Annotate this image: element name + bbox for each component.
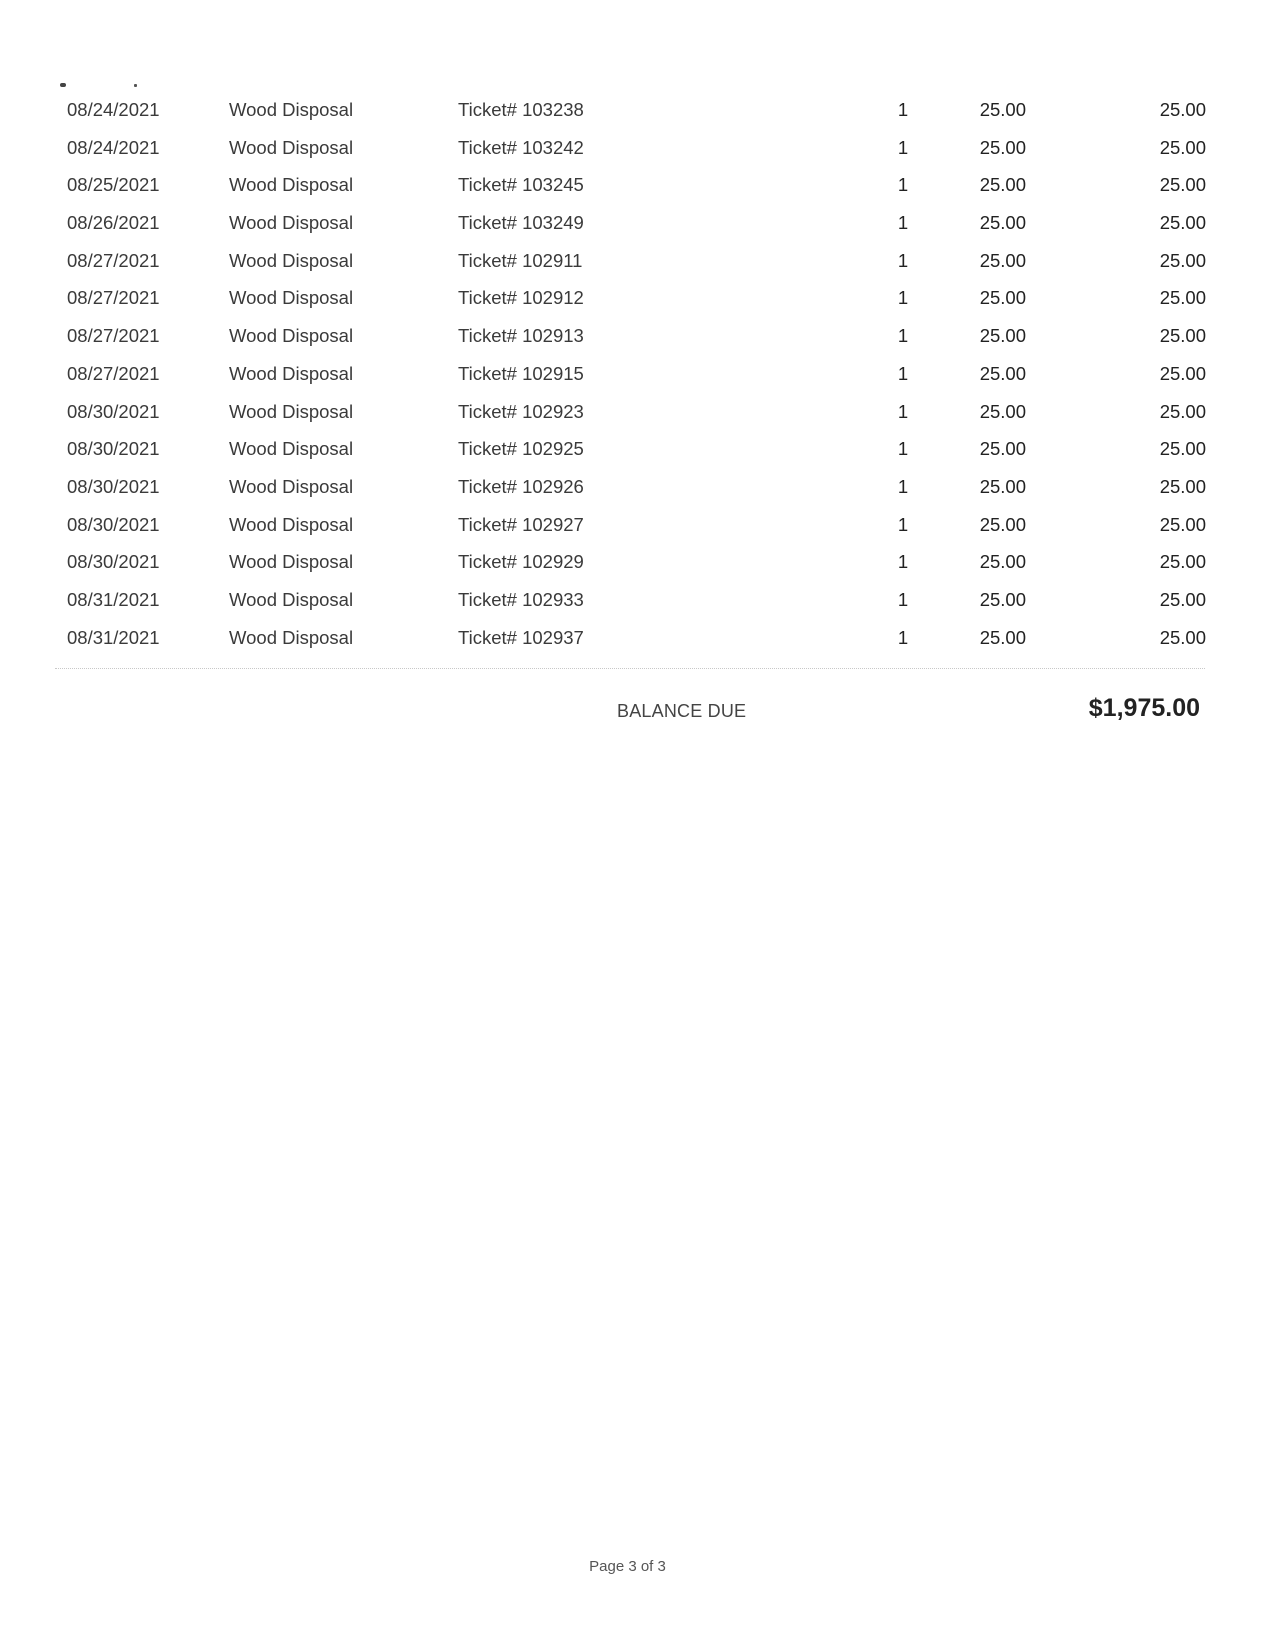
table-row — [0, 280, 1275, 318]
table-row — [0, 394, 1275, 432]
row-rate: 25.00 — [979, 626, 1026, 648]
row-description: Wood Disposal — [229, 513, 354, 535]
table-row — [0, 620, 1275, 658]
row-ticket: Ticket# 103238 — [458, 99, 584, 120]
row-amount: 25.00 — [1159, 551, 1206, 573]
row-ticket: Ticket# 102933 — [458, 588, 584, 610]
row-date: 08/31/2021 — [67, 588, 160, 610]
row-qty: 1 — [897, 438, 909, 460]
row-ticket: Ticket# 103242 — [458, 136, 584, 158]
row-amount: 25.00 — [1159, 136, 1206, 158]
row-date: 08/24/2021 — [67, 136, 160, 158]
row-qty: 1 — [897, 475, 909, 497]
row-ticket: Ticket# 102925 — [458, 438, 584, 460]
row-ticket: Ticket# 102927 — [458, 513, 584, 535]
row-qty: 1 — [897, 588, 909, 610]
row-date: 08/31/2021 — [67, 626, 160, 648]
row-qty: 1 — [897, 513, 909, 535]
row-ticket: Ticket# 102913 — [458, 325, 584, 347]
row-rate: 25.00 — [979, 99, 1026, 120]
row-amount: 25.00 — [1159, 287, 1206, 309]
table-row — [0, 243, 1275, 281]
row-rate: 25.00 — [979, 551, 1026, 573]
table-row — [0, 205, 1275, 243]
row-amount: 25.00 — [1159, 626, 1206, 648]
row-amount: 25.00 — [1159, 475, 1206, 497]
row-date: 08/27/2021 — [67, 362, 160, 384]
row-qty: 1 — [897, 287, 909, 309]
row-description: Wood Disposal — [229, 362, 354, 384]
row-description: Wood Disposal — [229, 325, 354, 347]
row-amount: 25.00 — [1159, 362, 1206, 384]
table-row — [0, 582, 1275, 620]
page-number: Page 3 of 3 — [589, 1558, 666, 1575]
row-qty: 1 — [897, 174, 909, 196]
row-ticket: Ticket# 102915 — [458, 362, 584, 384]
row-qty: 1 — [897, 212, 909, 234]
row-amount: 25.00 — [1159, 588, 1206, 610]
row-ticket: Ticket# 102912 — [458, 287, 584, 309]
row-ticket: Ticket# 103249 — [458, 212, 584, 234]
row-amount: 25.00 — [1159, 400, 1206, 422]
row-date: 08/26/2021 — [67, 212, 160, 234]
scan-speck — [60, 83, 66, 87]
row-description: Wood Disposal — [229, 626, 354, 648]
row-amount: 25.00 — [1159, 174, 1206, 196]
table-row — [0, 167, 1275, 205]
row-amount: 25.00 — [1159, 249, 1206, 271]
row-date: 08/30/2021 — [67, 551, 160, 573]
row-date: 08/30/2021 — [67, 400, 160, 422]
row-rate: 25.00 — [979, 287, 1026, 309]
scan-speck — [134, 84, 137, 87]
row-date: 08/30/2021 — [67, 475, 160, 497]
row-ticket: Ticket# 103245 — [458, 174, 584, 196]
row-amount: 25.00 — [1159, 438, 1206, 460]
row-ticket: Ticket# 102929 — [458, 551, 584, 573]
row-description: Wood Disposal — [229, 136, 354, 158]
row-amount: 25.00 — [1159, 325, 1206, 347]
row-qty: 1 — [897, 99, 909, 120]
row-ticket: Ticket# 102926 — [458, 475, 584, 497]
row-date: 08/25/2021 — [67, 174, 160, 196]
row-rate: 25.00 — [979, 362, 1026, 384]
row-rate: 25.00 — [979, 588, 1026, 610]
row-description: Wood Disposal — [229, 212, 354, 234]
totals-divider — [55, 668, 1205, 669]
table-row — [0, 431, 1275, 469]
row-rate: 25.00 — [979, 249, 1026, 271]
row-qty: 1 — [897, 400, 909, 422]
row-rate: 25.00 — [979, 325, 1026, 347]
scan-artifact — [60, 82, 150, 90]
row-ticket: Ticket# 102937 — [458, 626, 584, 648]
row-qty: 1 — [897, 249, 909, 271]
table-row — [0, 507, 1275, 545]
row-description: Wood Disposal — [229, 174, 354, 196]
row-description: Wood Disposal — [229, 287, 354, 309]
row-rate: 25.00 — [979, 174, 1026, 196]
row-amount: 25.00 — [1159, 513, 1206, 535]
row-description: Wood Disposal — [229, 249, 354, 271]
row-qty: 1 — [897, 136, 909, 158]
row-description: Wood Disposal — [229, 588, 354, 610]
row-rate: 25.00 — [979, 136, 1026, 158]
balance-due-label: BALANCE DUE — [617, 701, 747, 721]
row-rate: 25.00 — [979, 513, 1026, 535]
row-qty: 1 — [897, 626, 909, 648]
table-row — [0, 318, 1275, 356]
row-rate: 25.00 — [979, 212, 1026, 234]
row-rate: 25.00 — [979, 475, 1026, 497]
balance-due-value: $1,975.00 — [1088, 694, 1200, 722]
row-rate: 25.00 — [979, 438, 1026, 460]
row-date: 08/27/2021 — [67, 287, 160, 309]
row-description: Wood Disposal — [229, 438, 354, 460]
row-ticket: Ticket# 102911 — [458, 249, 583, 271]
row-amount: 25.00 — [1159, 99, 1206, 120]
line-items-table — [0, 92, 1275, 657]
row-description: Wood Disposal — [229, 551, 354, 573]
row-rate: 25.00 — [979, 400, 1026, 422]
row-qty: 1 — [897, 551, 909, 573]
row-qty: 1 — [897, 325, 909, 347]
table-row — [0, 544, 1275, 582]
row-ticket: Ticket# 102923 — [458, 400, 584, 422]
row-date: 08/30/2021 — [67, 513, 160, 535]
row-qty: 1 — [897, 362, 909, 384]
row-date: 08/27/2021 — [67, 249, 160, 271]
row-date: 08/24/2021 — [67, 99, 160, 120]
row-date: 08/27/2021 — [67, 325, 160, 347]
row-description: Wood Disposal — [229, 475, 354, 497]
table-row — [0, 356, 1275, 394]
table-row — [0, 130, 1275, 168]
table-row — [0, 92, 1275, 130]
table-row — [0, 469, 1275, 507]
row-amount: 25.00 — [1159, 212, 1206, 234]
row-description: Wood Disposal — [229, 400, 354, 422]
row-date: 08/30/2021 — [67, 438, 160, 460]
row-description: Wood Disposal — [229, 99, 354, 120]
